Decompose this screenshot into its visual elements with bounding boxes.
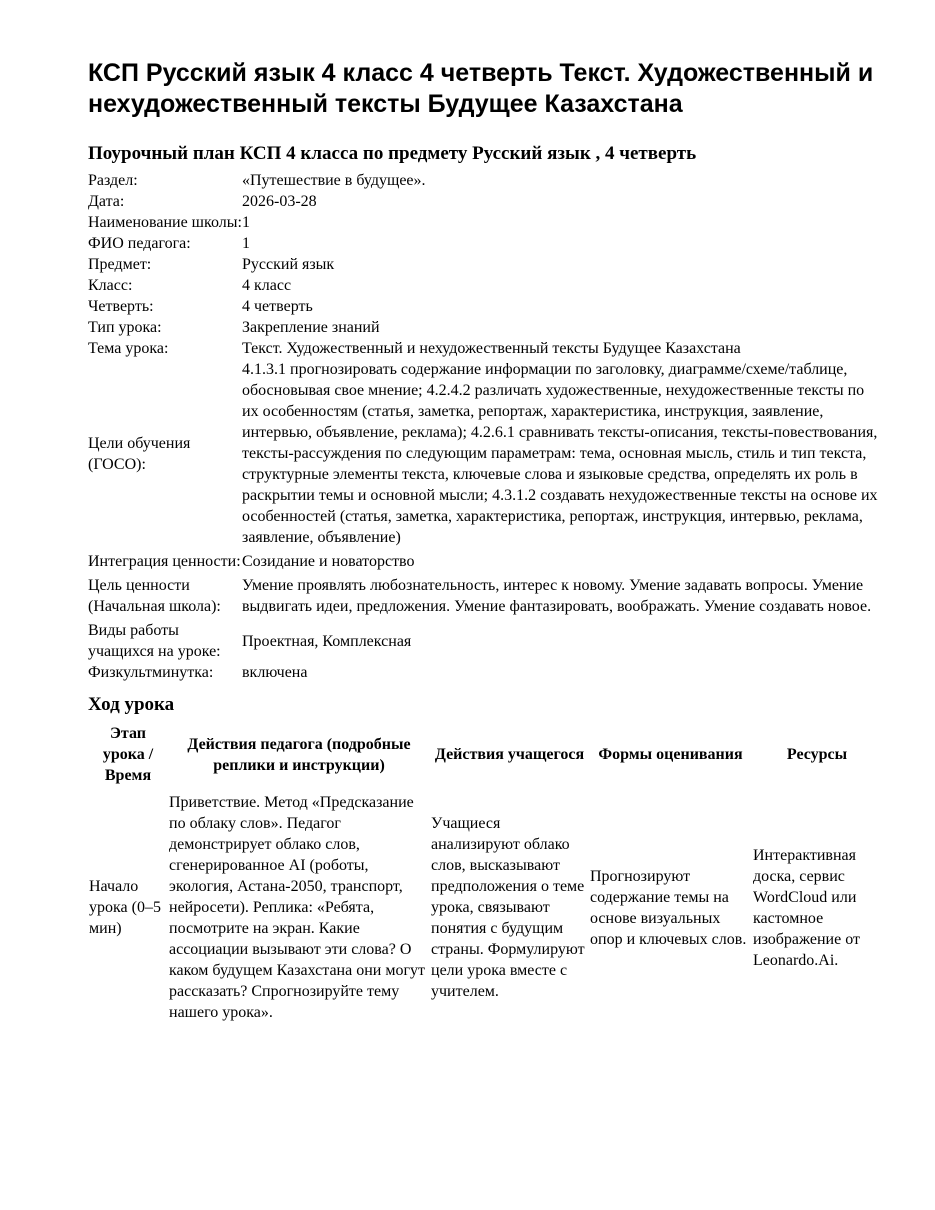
meta-row [88,572,880,617]
meta-label: Интеграция ценности: [88,553,241,570]
meta-value: Закрепление знаний [242,319,380,336]
meta-value: Умение проявлять любознательность, интерес к новому. Умение задавать вопросы. Умение выдвигать идеи, предложения. Умение фантазировать, воображать. Умение создавать новое. [242,577,872,615]
lesson-flow-heading: Ход урока [88,694,175,715]
meta-label: Цели обучения (ГОСО): [88,434,191,473]
meta-row [88,233,880,254]
meta-row [88,254,880,275]
meta-label: Физкультминутка: [88,664,214,681]
lesson-flow-table [88,723,882,1023]
lesson-header-row [88,723,882,792]
meta-row [88,338,880,359]
table-row [88,792,882,1023]
document-page [88,58,880,1023]
meta-label: Наименование школы: [88,214,242,231]
meta-label: ФИО педагога: [88,235,191,252]
meta-row [88,359,880,548]
meta-label: Виды работы учащихся на уроке: [88,622,221,660]
meta-value: 2026-03-28 [242,193,317,210]
column-header-assessment: Формы оценивания [598,746,743,763]
cell-resources: Интерактивная доска, сервис WordCloud или кастомное изображение от Leonardo.Ai. [753,846,860,969]
meta-value: 4.1.3.1 прогнозировать содержание информации по заголовку, диаграмме/схеме/таблице, обосновывая свое мнение; 4.2.4.2 различать художественные, нехудожественные тексты по их особенностям (статья, заметка, репортаж, характеристика, инструкция, заявление, интервью, объявление, реклама); 4.2.6.1 сравнивать тексты-описания, тексты-повествования, тексты-рассуждения по следующим параметрам: тема, основная мысль, стиль и тип текста, структурные элементы текста, ключевые слова и языковые средства, определять их роль в раскрытии темы и основной мысли; 4.3.1.2 создавать нехудожественные тексты на основе их особенностей (статья, заметка, характеристика, репортаж, инструкция, интервью, реклама, заявление, объявление) [242,361,878,546]
meta-value: «Путешествие в будущее». [242,172,426,189]
meta-row [88,191,880,212]
meta-value: Русский язык [242,256,335,273]
meta-value: Проектная, Комплексная [242,632,412,650]
meta-label: Четверть: [88,298,154,315]
meta-label: Тип урока: [88,319,162,336]
meta-row [88,296,880,317]
column-header-resources: Ресурсы [786,746,848,763]
meta-row [88,317,880,338]
meta-row [88,212,880,233]
meta-label: Цель ценности (Начальная школа): [88,577,221,615]
plan-subtitle: Поурочный план КСП 4 класса по предмету Русский язык , 4 четверть [88,143,697,164]
meta-value: 4 класс [242,277,292,294]
document-title: КСП Русский язык 4 класс 4 четверть Текст. Художественный и нехудожественный тексты Будущее Казахстана [88,59,874,118]
meta-label: Тема урока: [88,340,169,357]
meta-row [88,662,880,683]
meta-row [88,275,880,296]
meta-row [88,617,880,662]
cell-teacher-actions: Приветствие. Метод «Предсказание по облаку слов». Педагог демонстрирует облако слов, сгенерированное AI (роботы, экология, Астана-2050, транспорт, нейросети). Реплика: «Ребята, посмотрите на экран. Какие ассоциации вызывают эти слова? О каком будущем Казахстана они могут рассказать? Спрогнозируйте тему нашего урока». [169,794,426,1021]
cell-student-actions: Учащиеся анализируют облако слов, высказывают предположения о теме урока, связывают понятия с будущим страны. Формулируют цели урока вместе с учителем. [431,815,585,1000]
meta-row [88,548,880,572]
column-header-stage: Этап урока / Время [102,725,154,784]
meta-label: Класс: [88,277,133,294]
meta-row [88,170,880,191]
cell-stage: Начало урока (0–5 мин) [89,878,161,937]
meta-value: включена [242,664,308,681]
column-header-student-actions: Действия учащегося [434,746,585,763]
cell-assessment: Прогнозируют содержание темы на основе визуальных опор и ключевых слов. [590,867,747,948]
meta-value: Текст. Художественный и нехудожественный тексты Будущее Казахстана [242,340,741,357]
column-header-teacher-actions: Действия педагога (подробные реплики и инструкции) [187,735,411,774]
meta-value: Созидание и новаторство [242,553,415,570]
meta-label: Дата: [88,193,125,210]
meta-label: Раздел: [88,172,138,189]
meta-value: 1 [242,235,250,252]
meta-value: 4 четверть [242,298,313,315]
lesson-meta-table [88,170,880,683]
meta-label: Предмет: [88,256,152,273]
meta-value: 1 [242,214,250,231]
